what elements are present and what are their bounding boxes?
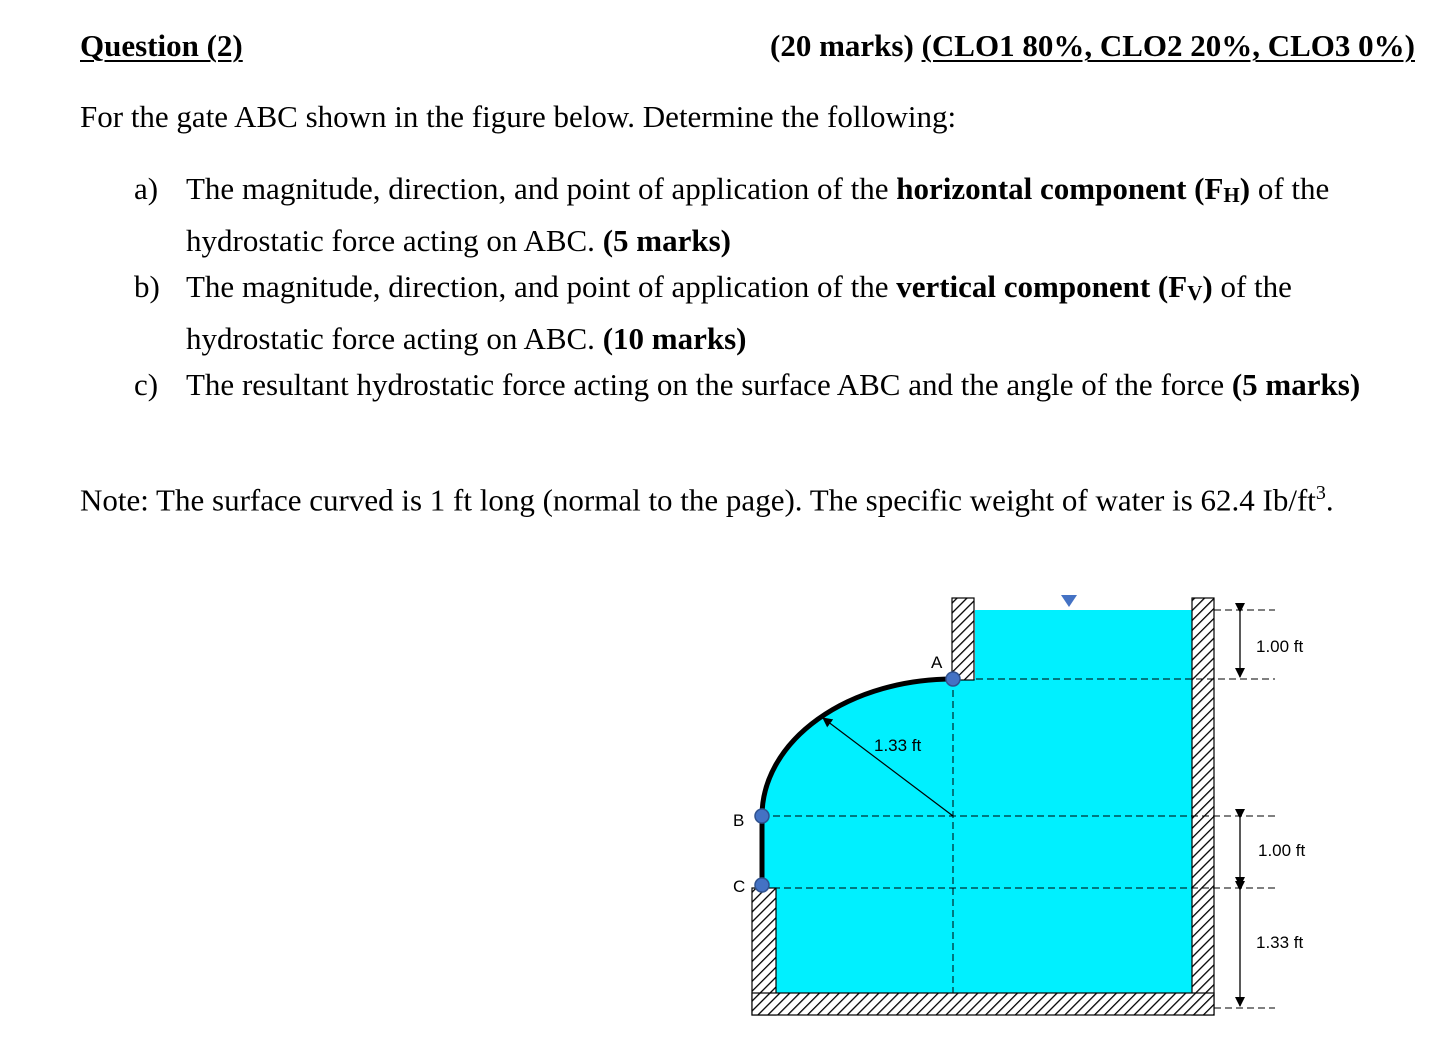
clo-weights: (CLO1 80%, CLO2 20%, CLO3 0%) — [921, 28, 1415, 63]
free-surface-marker — [1061, 595, 1077, 607]
label-b: B — [733, 811, 745, 830]
point-c-marker — [755, 878, 769, 892]
label-dim-middle: 1.00 ft — [1258, 841, 1306, 860]
label-dim-top: 1.00 ft — [1256, 637, 1304, 656]
label-radius: 1.33 ft — [874, 736, 922, 755]
part-label: b) — [134, 269, 160, 304]
question-title: Question (2) — [80, 28, 243, 63]
water-region — [762, 610, 1192, 993]
part-marks: (5 marks) — [602, 223, 731, 258]
label-c: C — [733, 877, 746, 896]
part-marks: (5 marks) — [1231, 367, 1361, 402]
point-a-marker — [946, 672, 960, 686]
wall-right — [1192, 598, 1214, 1015]
part-emphasis: vertical component $(F_V)$ — [896, 269, 1213, 305]
note: Note: The surface curved is 1 ft long (normal to the page). The specific weight of water is 62.4 $Ib/ft^3$. — [80, 482, 1334, 518]
part-c: c) The resultant hydrostatic force acting on the surface ABC and the angle of the force (5 marks) — [134, 362, 1414, 414]
part-label: c) — [134, 367, 159, 402]
wall-bottom — [752, 993, 1214, 1015]
part-marks: (10 marks) — [602, 321, 747, 356]
part-label: a) — [134, 171, 159, 206]
part-b: b) The magnitude, direction, and point of application of the vertical component $(F_V)$ of the hydrostatic force acting on ABC. (10 marks) — [134, 264, 1414, 362]
label-dim-bottom: 1.33 ft — [1256, 933, 1304, 952]
question-intro: For the gate ABC shown in the figure below. Determine the following: — [80, 99, 957, 134]
part-a: a) The magnitude, direction, and point of application of the horizontal component $(F_H)$ of the hydrostatic force acting on ABC. (5 marks) — [134, 166, 1414, 264]
point-b-marker — [755, 809, 769, 823]
total-marks: (20 marks) — [770, 28, 914, 63]
label-a: A — [931, 653, 943, 672]
wall-upper-left — [952, 598, 974, 680]
part-emphasis: horizontal component $(F_H)$ — [896, 171, 1251, 207]
